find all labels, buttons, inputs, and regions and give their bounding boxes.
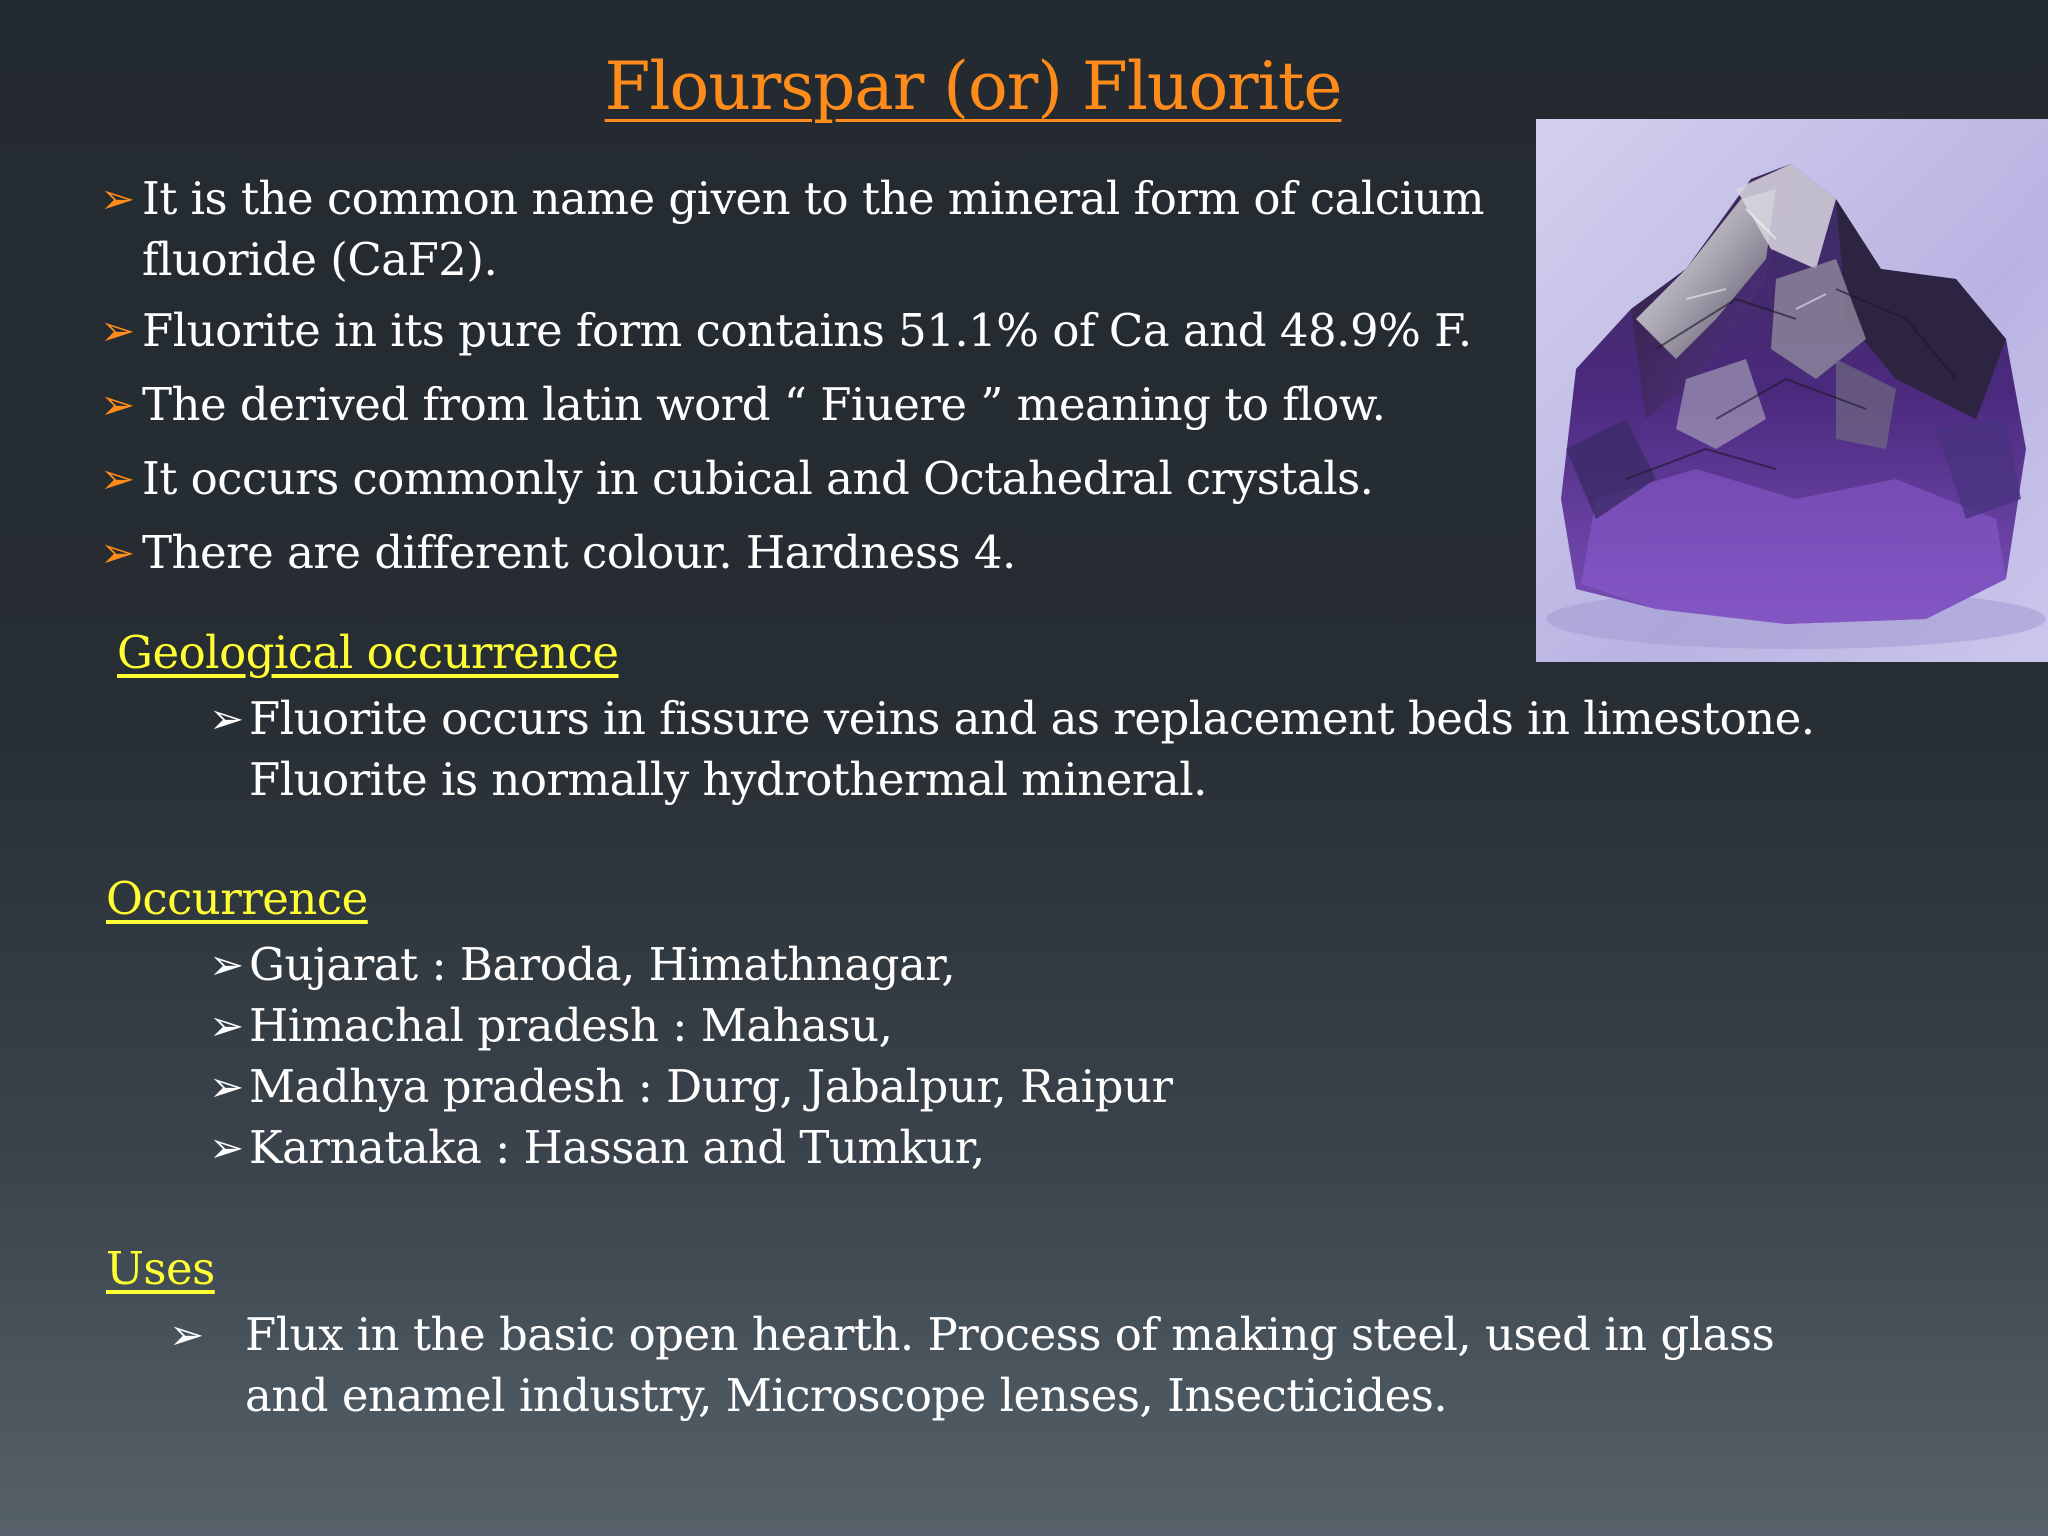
arrow-bullet-icon: ➢ [100,380,135,429]
list-item: ➢ Karnataka : Hassan and Tumkur, [209,1117,1509,1178]
arrow-bullet-icon: ➢ [169,1310,204,1359]
list-item: ➢ There are different colour. Hardness 4. [100,522,1520,583]
arrow-bullet-icon: ➢ [209,1123,244,1172]
uses-heading: Uses [106,1242,215,1295]
list-item: ➢ Fluorite in its pure form contains 51.1% of Ca and 48.9% F. [100,300,1520,361]
arrow-bullet-icon: ➢ [100,174,135,223]
arrow-bullet-icon: ➢ [209,1062,244,1111]
arrow-bullet-icon: ➢ [209,940,244,989]
list-item: ➢ It occurs commonly in cubical and Octahedral crystals. [100,448,1520,509]
list-item: ➢ Himachal pradesh : Mahasu, [209,995,1509,1056]
list-item: ➢ The derived from latin word “ Fiuere ” meaning to flow. [100,374,1520,435]
intro-bullet-list [100,168,1520,596]
arrow-bullet-icon: ➢ [100,454,135,503]
geological-occurrence-heading: Geological occurrence [117,626,619,679]
fluorite-crystal-photo [1536,119,2048,662]
uses-list [169,1304,1829,1426]
slide-title: Flourspar (or) Fluorite [604,48,1342,125]
arrow-bullet-icon: ➢ [100,528,135,577]
arrow-bullet-icon: ➢ [209,694,244,743]
fluorite-crystal-illustration [1536,119,2048,662]
list-item: ➢ It is the common name given to the mineral form of calcium fluoride (CaF2). [100,168,1520,290]
arrow-bullet-icon: ➢ [100,306,135,355]
arrow-bullet-icon: ➢ [209,1001,244,1050]
list-item: ➢ Madhya pradesh : Durg, Jabalpur, Raipur [209,1056,1509,1117]
occurrence-heading: Occurrence [106,872,368,925]
list-item: ➢ Fluorite occurs in fissure veins and as replacement beds in limestone. Fluorite is normally hydrothermal mineral. [209,688,1969,810]
geological-occurrence-list [209,688,1969,810]
list-item: ➢ Flux in the basic open hearth. Process of making steel, used in glass and enamel industry, Microscope lenses, Insecticides. [169,1304,1829,1426]
occurrence-list [209,934,1509,1178]
list-item: ➢ Gujarat : Baroda, Himathnagar, [209,934,1509,995]
